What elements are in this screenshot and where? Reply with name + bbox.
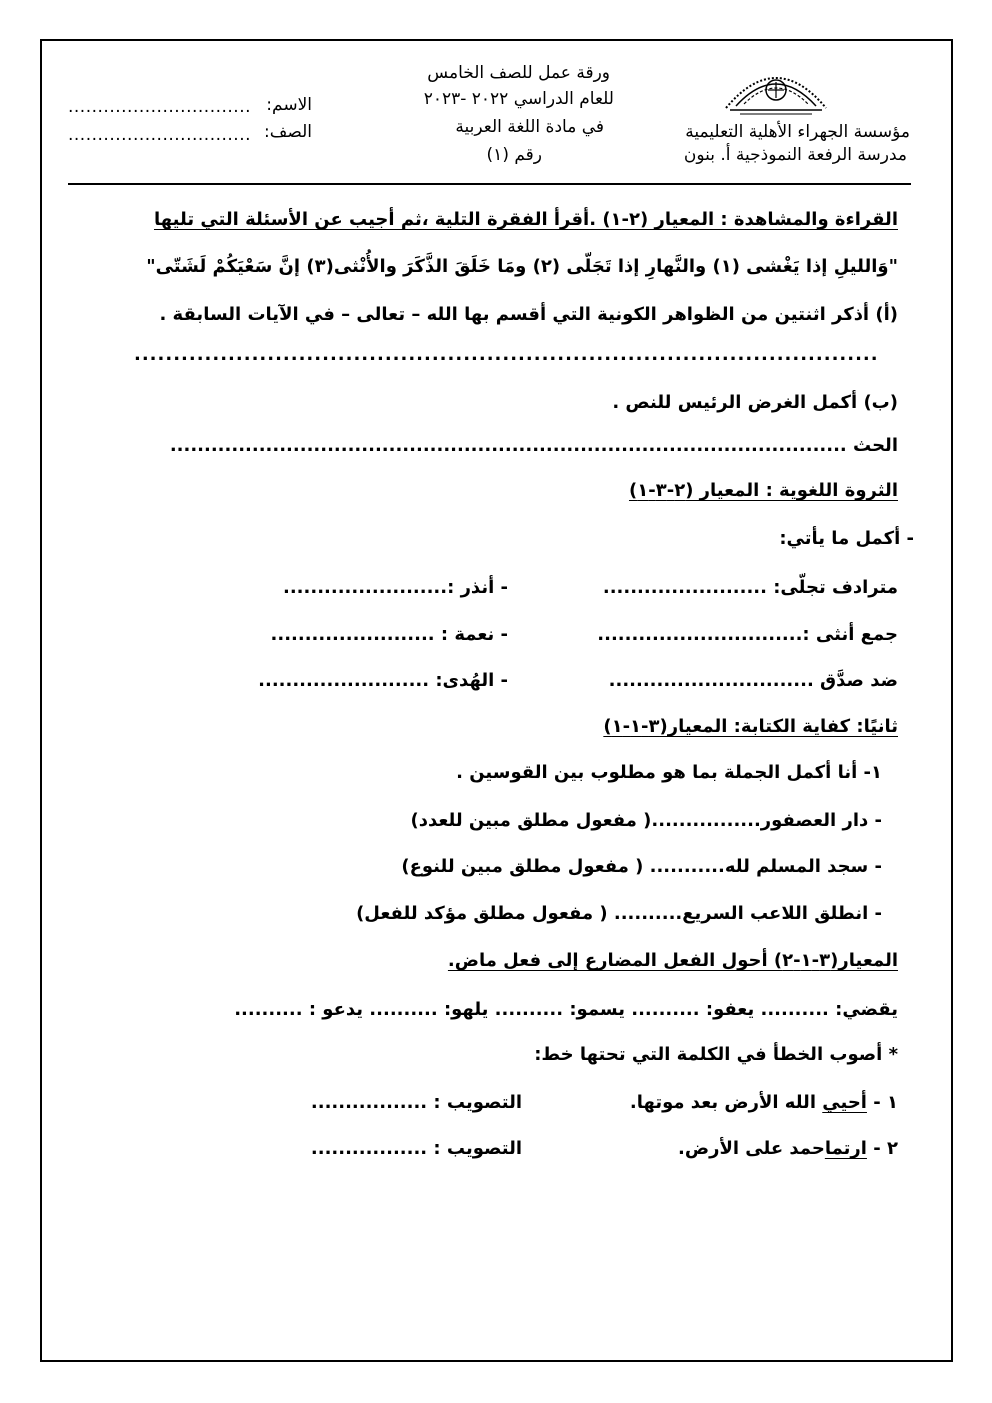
reading-heading: القراءة والمشاهدة : المعيار (٢-١) .أقرأ الفقرة التلية ،ثم أجيب عن الأسئلة التي تليها: [153, 209, 898, 230]
vocab-heading: الثروة اللغوية : المعيار (٢-٣-١): [628, 480, 898, 501]
correction-item-1-underlined: أحيي: [822, 1092, 867, 1113]
page-border: [40, 39, 953, 1362]
vocab-row-1-left: - أنذر :........................: [283, 577, 508, 598]
correction-item-1-fix-dots: .................: [310, 1092, 428, 1113]
vocab-row-3-left: - الهُدى: .........................: [258, 670, 508, 691]
correction-item-1-num: ١ -: [873, 1092, 898, 1113]
question-a: (أ) أذكر اثنتين من الظواهر الكونية التي أقسم بها الله – تعالى – في الآيات السابقة .: [159, 304, 898, 325]
correction-item-2-num: ٢ -: [873, 1138, 898, 1159]
title-line-2: للعام الدراسي ٢٠٢٢ -٢٠٢٣: [423, 89, 614, 109]
writing-item-1: - دار العصفور................( مفعول مطلق مبين للعدد): [410, 810, 882, 831]
writing-instruction: ١- أنا أكمل الجملة بما هو مطلوب بين القوسين .: [456, 762, 882, 783]
vocab-row-3-right: ضد صدَّق ..............................: [608, 670, 898, 691]
vocab-row-2-right: جمع أنثى :..............................: [597, 624, 898, 645]
institution-logo: [720, 56, 832, 118]
title-line-3: في مادة اللغة العربية: [455, 117, 604, 137]
header-divider: [68, 183, 911, 185]
verbs-line: يقضي: .......... يعفو: .......... يسمو: .......... يلهو: .......... يدعو : ..........: [234, 999, 898, 1020]
correction-item-2-fix-label: التصويب :: [433, 1138, 522, 1159]
name-label: الاسم:: [266, 95, 312, 115]
correction-item-2: [678, 1138, 898, 1159]
question-b: (ب) أكمل الغرض الرئيس للنص .: [612, 392, 898, 413]
correction-item-2-fix-dots: .................: [310, 1138, 428, 1159]
writing-heading: ثانيًا: كفاية الكتابة: المعيار(٣-١-١): [603, 716, 898, 737]
correction-item-1: [630, 1092, 898, 1113]
name-dots: ...............................: [68, 97, 252, 117]
correction-item-2-underlined: ارتما: [824, 1138, 867, 1159]
correction-item-2-rest: حمد على الأرض.: [678, 1138, 825, 1159]
writing-item-2: - سجد المسلم لله........... ( مفعول مطلق مبين للنوع): [401, 856, 882, 877]
correction-item-2-fix: [311, 1138, 522, 1159]
title-line-4: رقم (١): [486, 145, 542, 165]
class-dots: ...............................: [68, 125, 252, 145]
verbs-heading: المعيار(٣-١-٢) أحول الفعل المضارع إلى فعل ماض.: [447, 950, 898, 971]
question-b-answer: الحث ...................................................................................................: [169, 435, 898, 456]
institution-name: مؤسسة الجهراء الأهلية التعليمية: [685, 122, 910, 142]
correction-instruction: * أصوب الخطأ في الكلمة التي تحتها خط:: [534, 1044, 898, 1065]
vocab-row-1-right: مترادف تجلّى: ........................: [602, 577, 898, 598]
quran-verse: "وَالليلِ إذا يَغْشى (١) والنَّهارِ إذا تَجَلّى (٢) ومَا خَلَقَ الذَّكَرَ والأُنْثى(٣) إنَّ سَعْيَكُمْ لَشَتّى": [146, 256, 898, 277]
writing-item-3: - انطلق اللاعب السريع.......... ( مفعول مطلق مؤكد للفعل): [356, 903, 882, 924]
correction-item-1-fix-label: التصويب :: [433, 1092, 522, 1113]
question-a-answer-line: ...............................................................................................: [134, 344, 879, 365]
vocab-row-2-left: - نعمة : ........................: [270, 624, 508, 645]
school-name: مدرسة الرفعة النموذجية أ. بنون: [683, 145, 907, 165]
class-label: الصف:: [264, 122, 312, 142]
correction-item-1-rest: الله الأرض بعد موتها.: [629, 1092, 823, 1113]
title-line-1: ورقة عمل للصف الخامس: [427, 63, 610, 83]
correction-item-1-fix: [311, 1092, 522, 1113]
vocab-instruction: - أكمل ما يأتي:: [779, 528, 914, 549]
